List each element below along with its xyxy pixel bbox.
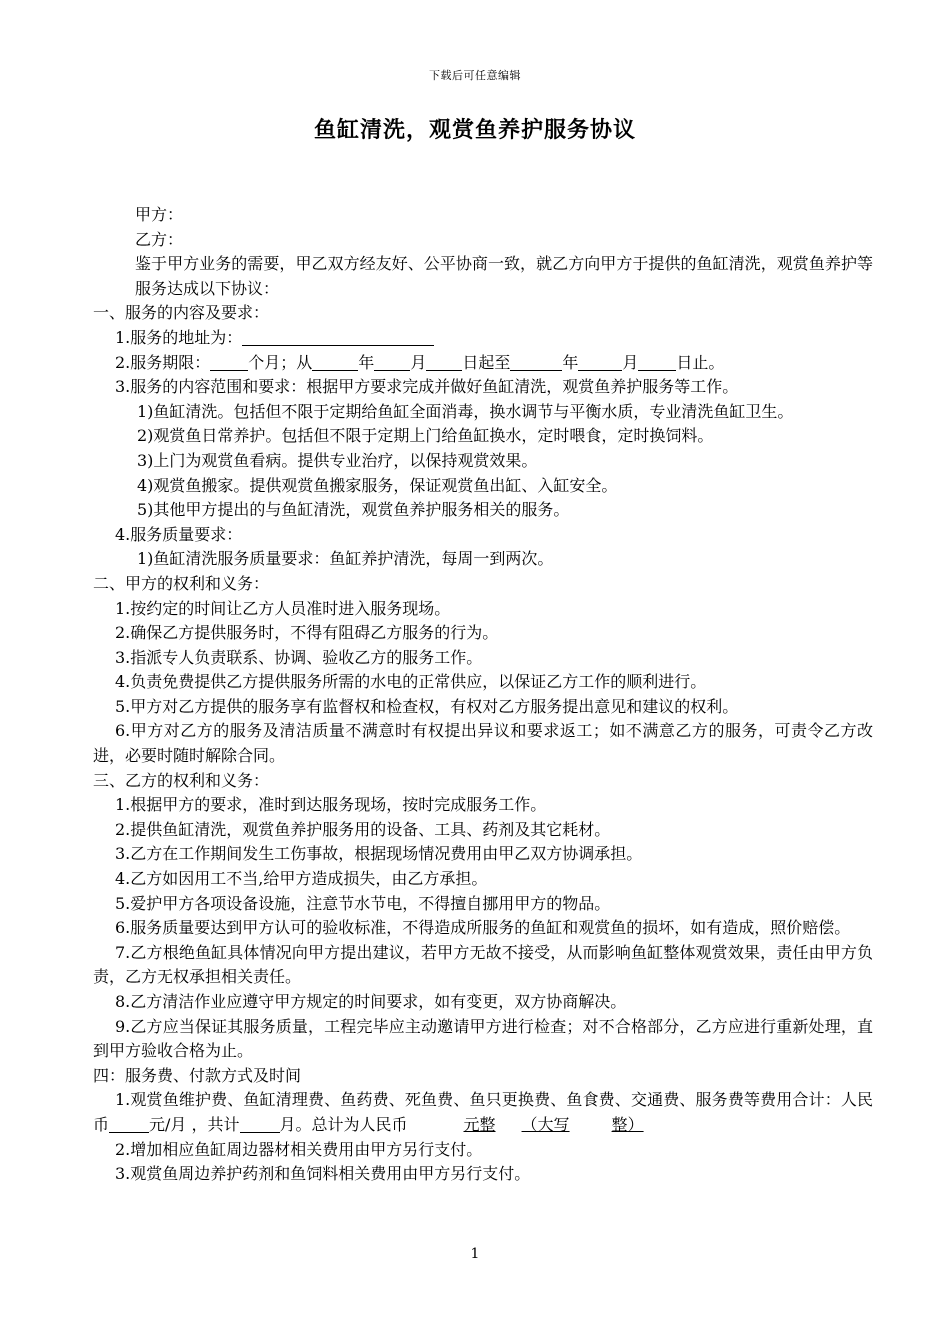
party-b-duty: 1.根据甲方的要求，准时到达服务现场，按时完成服务工作。 [115,795,547,815]
fee-paragraph [93,1088,873,1137]
scope-item: 4)观赏鱼搬家。提供观赏鱼搬家服务，保证观赏鱼出缸、入缸安全。 [137,475,618,495]
end-month-text: 月 [622,352,639,372]
party-b-duty: 4.乙方如因用工不当,给甲方造成损失，由乙方承担。 [115,869,488,889]
party-a-duty: 5.甲方对乙方提供的服务享有监督权和检查权，有权对乙方服务提出意见和建议的权利。 [115,696,739,716]
party-b-duty: 2.提供鱼缸清洗，观赏鱼养护服务用的设备、工具、药剂及其它耗材。 [115,819,611,839]
per-month-text: 元/月 ，共计 [149,1114,240,1134]
end-year-blank [510,352,562,371]
month-count-blank [240,1114,280,1133]
end-year-text: 年 [562,352,579,372]
yuan-text: 元整 [463,1114,496,1134]
party-a-duty: 6.甲方对乙方的服务及清洁质量不满意时有权提出异议和要求返工；如不满意乙方的服务，可责令乙方改进，必要时随时解除合同。 [93,721,873,766]
service-scope-line: 3.服务的内容范围和要求：根据甲方要求完成并做好鱼缸清洗，观赏鱼养护服务等工作。 [115,377,739,397]
start-month-text: 月 [410,352,427,372]
document-body [93,203,873,1187]
page-number: 1 [470,1246,480,1262]
party-b-line: 乙方： [135,229,184,249]
party-a-duty: 1.按约定的时间让乙方人员准时进入服务现场。 [115,598,451,618]
scope-item: 5)其他甲方提出的与鱼缸清洗，观赏鱼养护服务相关的服务。 [137,500,570,520]
party-b-duty: 5.爱护甲方各项设备设施，注意节水节电，不得擅自挪用甲方的物品。 [115,893,611,913]
term-months-blank [210,352,248,371]
section-4-heading: 四：服务费、付款方式及时间 [93,1065,302,1085]
party-b-duty: 3.乙方在工作期间发生工伤事故，根据现场情况费用由甲乙双方协调承担。 [115,844,643,864]
start-year-text: 年 [358,352,375,372]
party-b-duty: 6.服务质量要达到甲方认可的验收标准，不得造成所服务的鱼缸和观赏鱼的损坏，如有造成，照价赔偿。 [115,918,851,938]
term-months-text: 个月；从 [248,352,313,372]
fee-text: 1.观赏鱼维护费、鱼缸清理费、鱼药费、死鱼费、鱼只更换费、鱼食费、交通费、服务费等费用合计：人民币 [93,1090,873,1134]
party-a-duty: 3.指派专人负责联系、协调、验收乙方的服务工作。 [115,647,483,667]
section-2-heading: 二、甲方的权利和义务： [93,573,270,593]
end-day-text: 日止。 [676,352,725,372]
document-title: 鱼缸清洗，观赏鱼养护服务协议 [313,117,636,143]
total-amount-underlined [408,1115,644,1134]
fee-item: 2.增加相应鱼缸周边器材相关费用由甲方另行支付。 [115,1139,483,1159]
service-address-blank [242,327,434,346]
service-address-line [93,326,873,351]
fee-item: 3.观赏鱼周边养护药剂和鱼饲料相关费用由甲方另行支付。 [115,1164,531,1184]
total-text: 月。总计为人民币 [279,1114,408,1134]
party-b-duty: 9.乙方应当保证其服务质量，工程完毕应主动邀请甲方进行检查；对不合格部分，乙方应进行重新处理，直到甲方验收合格为止。 [93,1016,873,1061]
start-year-blank [312,352,358,371]
close-paren: ） [627,1114,644,1134]
party-b-duty: 8.乙方清洁作业应遵守甲方规定的时间要求，如有变更，双方协商解决。 [115,992,627,1011]
start-day-text: 日起至 [462,352,511,372]
service-address-label: 1.服务的地址为： [115,327,243,347]
daxie-text: （大写 [521,1114,570,1134]
scope-item: 1)鱼缸清洗。包括但不限于定期给鱼缸全面消毒，换水调节与平衡水质，专业清洗鱼缸卫生。 [137,401,794,421]
section-1-heading: 一、服务的内容及要求： [93,303,270,323]
quality-heading: 4.服务质量要求： [115,524,243,544]
scope-item: 3)上门为观赏鱼看病。提供专业治疗，以保持观赏效果。 [137,450,538,470]
start-month-blank [374,352,410,371]
party-a-duty: 2.确保乙方提供服务时，不得有阻碍乙方服务的行为。 [115,623,499,643]
end-month-blank [578,352,622,371]
end-day-blank [638,352,676,371]
party-b-duty: 7.乙方根绝鱼缸具体情况向甲方提出建议，若甲方无故不接受，从而影响鱼缸整体观赏效果，责任由甲方负责，乙方无权承担相关责任。 [93,942,873,987]
monthly-fee-blank [109,1114,149,1133]
party-a-duty: 4.负责免费提供乙方提供服务所需的水电的正常供应，以保证乙方工作的顺利进行。 [115,672,707,692]
section-3-heading: 三、乙方的权利和义务： [93,770,270,790]
service-term-line [93,351,873,376]
party-a-line: 甲方： [135,205,184,224]
quality-item: 1)鱼缸清洗服务质量要求：鱼缸养护清洗，每周一到两次。 [137,549,554,569]
header-note: 下载后可任意编辑 [429,69,521,82]
zheng-text: 整 [611,1114,628,1134]
intro-paragraph [93,252,873,301]
start-day-blank [426,352,462,371]
service-term-label: 2.服务期限： [115,352,211,372]
scope-item: 2)观赏鱼日常养护。包括但不限于定期上门给鱼缸换水，定时喂食，定时换饲料。 [137,426,714,446]
intro-text: 鉴于甲方业务的需要，甲乙双方经友好、公平协商一致，就乙方向甲方于提供的鱼缸清洗，观赏鱼养护等服务达成以下协议： [135,254,873,298]
